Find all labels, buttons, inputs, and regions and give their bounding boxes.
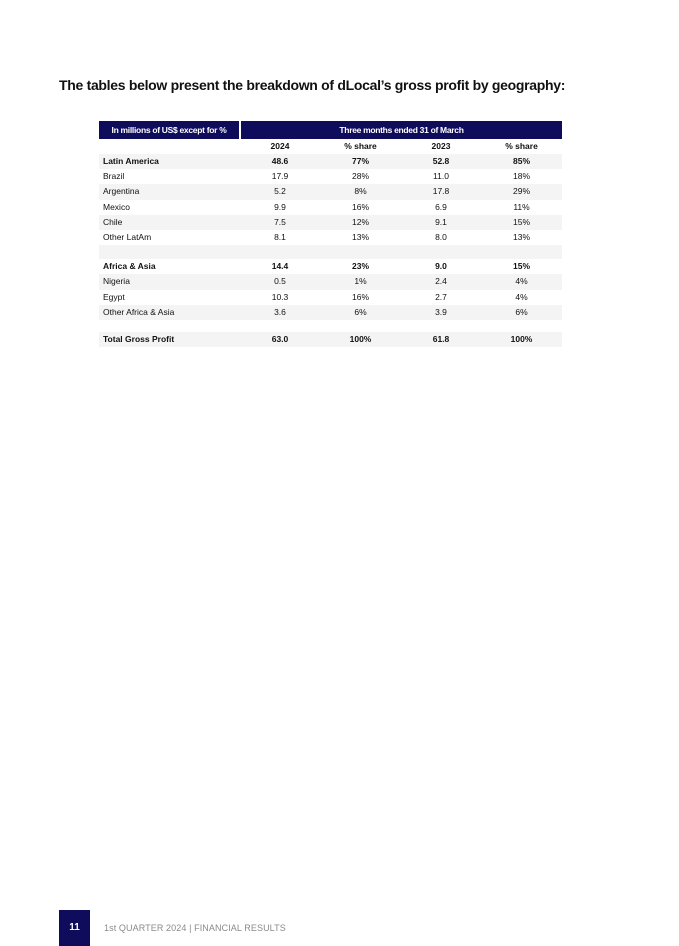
header-units-label: In millions of US$ except for % [99,121,240,139]
share-2023: 15% [481,215,562,230]
share-2023: 4% [481,290,562,305]
row-label: Other Africa & Asia [99,305,240,320]
share-2024: 1% [320,274,401,289]
row-label: Nigeria [99,274,240,289]
table-row-africa-asia [99,259,562,274]
value-2023: 3.9 [401,305,481,320]
value-2023: 8.0 [401,230,481,245]
share-2024: 6% [320,305,401,320]
col-header-2023: 2023 [401,139,481,154]
row-label: Argentina [99,184,240,199]
share-2023: 100% [481,332,562,347]
share-2024: 12% [320,215,401,230]
row-label: Chile [99,215,240,230]
value-2023: 11.0 [401,169,481,184]
row-label: Egypt [99,290,240,305]
col-header-share-2023: % share [481,139,562,154]
value-2024: 7.5 [240,215,320,230]
table-row-total-gross-profit [99,332,562,347]
header-period-label: Three months ended 31 of March [240,121,562,139]
value-2023: 17.8 [401,184,481,199]
share-2024: 16% [320,200,401,215]
share-2023: 13% [481,230,562,245]
table-subheader-row [99,139,562,154]
share-2024: 77% [320,154,401,169]
table-row-other-latam [99,230,562,245]
value-2024: 14.4 [240,259,320,274]
share-2024: 28% [320,169,401,184]
col-header-2024: 2024 [240,139,320,154]
value-2024: 3.6 [240,305,320,320]
row-label: Total Gross Profit [99,332,240,347]
table-spacer-row [99,320,562,332]
value-2024: 48.6 [240,154,320,169]
value-2023: 9.1 [401,215,481,230]
value-2023: 2.7 [401,290,481,305]
value-2023: 52.8 [401,154,481,169]
share-2023: 4% [481,274,562,289]
table-spacer-row [99,245,562,259]
subheader-blank [99,139,240,154]
table-row-chile [99,215,562,230]
table-row-other-africa-asia [99,305,562,320]
table-header-row [99,121,562,139]
row-label: Brazil [99,169,240,184]
share-2023: 18% [481,169,562,184]
share-2024: 8% [320,184,401,199]
row-label: Mexico [99,200,240,215]
col-header-share-2024: % share [320,139,401,154]
share-2024: 16% [320,290,401,305]
share-2024: 13% [320,230,401,245]
value-2024: 17.9 [240,169,320,184]
value-2024: 8.1 [240,230,320,245]
share-2023: 6% [481,305,562,320]
share-2023: 15% [481,259,562,274]
share-2024: 23% [320,259,401,274]
share-2023: 85% [481,154,562,169]
value-2023: 9.0 [401,259,481,274]
value-2024: 9.9 [240,200,320,215]
table-row-mexico [99,200,562,215]
share-2024: 100% [320,332,401,347]
share-2023: 29% [481,184,562,199]
gross-profit-by-geography-table [99,121,562,347]
value-2023: 61.8 [401,332,481,347]
value-2023: 2.4 [401,274,481,289]
row-label: Other LatAm [99,230,240,245]
row-label: Africa & Asia [99,259,240,274]
table-row-nigeria [99,274,562,289]
table-row-brazil [99,169,562,184]
value-2024: 10.3 [240,290,320,305]
value-2024: 5.2 [240,184,320,199]
value-2024: 63.0 [240,332,320,347]
share-2023: 11% [481,200,562,215]
page-heading: The tables below present the breakdown of dLocal’s gross profit by geography: [59,77,566,93]
page-number-badge: 11 [59,910,90,946]
table-row-latin-america [99,154,562,169]
row-label: Latin America [99,154,240,169]
value-2023: 6.9 [401,200,481,215]
value-2024: 0.5 [240,274,320,289]
table-row-argentina [99,184,562,199]
footer-caption: 1st QUARTER 2024 | FINANCIAL RESULTS [104,923,286,933]
table-row-egypt [99,290,562,305]
